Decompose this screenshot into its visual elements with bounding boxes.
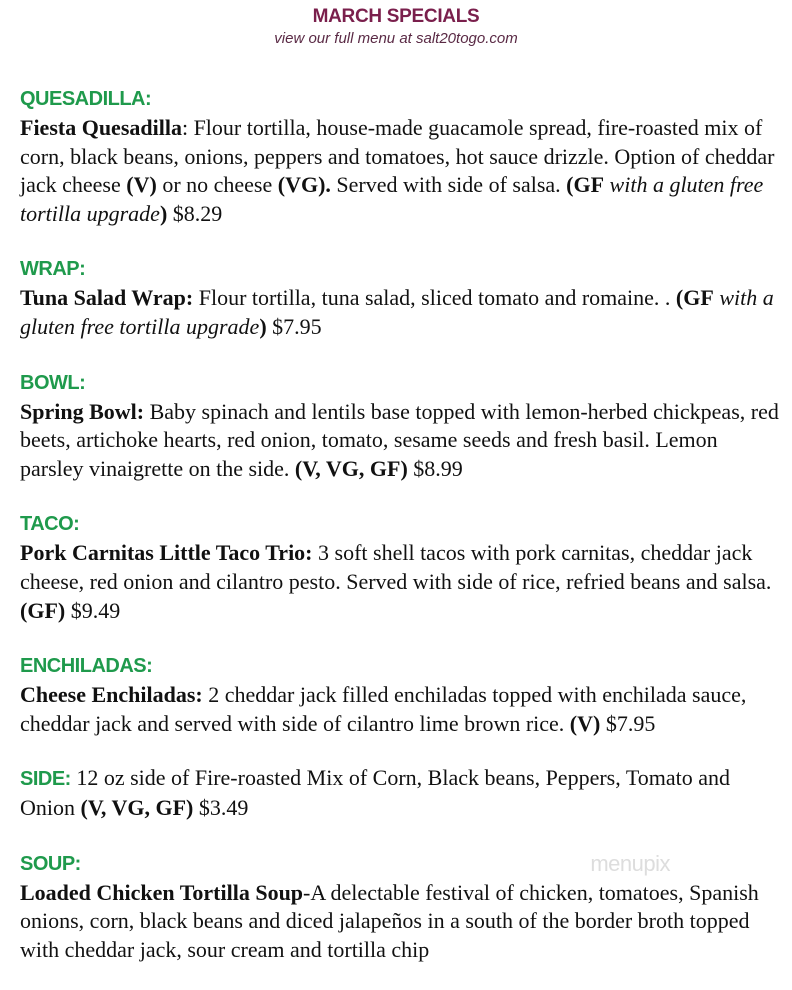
menu-item-text: 3 soft shell tacos with pork carnitas, cheddar jack cheese, red onion and cilantro pesto. Served with side of rice, refried beans and salsa. — [20, 540, 772, 594]
menu-item-text: (VG). — [277, 172, 331, 198]
menu-item-text: -A delectable festival of chicken, tomatoes, Spanish onions, corn, black beans and diced jalapeños in a south of the border broth topped with cheddar jack, sour cream and tortilla chip — [20, 879, 759, 962]
menu-item-text: : Flour tortilla, house-made guacamole spread, fire-roasted mix of corn, black beans, onions, peppers and tomatoes, hot sauce drizzle. Option of cheddar jack cheese — [20, 115, 775, 198]
menu-item-description — [20, 284, 780, 341]
watermark-logo: menupix — [590, 850, 670, 876]
menu-item-text: Flour tortilla, tuna salad, sliced tomato and romaine. . — [193, 285, 676, 311]
menu-section-quesadilla — [20, 84, 780, 228]
menu-item-text: $7.95 — [266, 313, 322, 339]
menu-item-text: Baby spinach and lentils base topped with lemon-herbed chickpeas, red beets, artichoke hearts, red onion, tomato, sesame seeds and fresh basil. Lemon parsley vinaigrette on the side. — [20, 398, 779, 481]
menu-section-side — [20, 764, 780, 822]
section-heading-row — [20, 84, 780, 114]
menu-item-description — [20, 681, 780, 738]
section-heading-row — [20, 368, 780, 398]
menu-item-name: Pork Carnitas Little Taco Trio: — [20, 540, 313, 566]
menu-item-name: Cheese Enchiladas: — [20, 682, 203, 708]
menu-item-text: $8.99 — [407, 455, 463, 481]
section-heading: WRAP: — [20, 258, 86, 281]
menu-item-text: ) — [159, 200, 168, 226]
menu-item-name: Tuna Salad Wrap: — [20, 285, 194, 311]
section-heading: SIDE: — [20, 768, 71, 791]
menu-item-text: $3.49 — [193, 794, 249, 820]
page-title: MARCH SPECIALS — [312, 6, 480, 27]
menu-item-description — [20, 764, 780, 822]
menu-section-enchiladas — [20, 651, 780, 738]
menu-section-soup — [20, 849, 780, 965]
menu-item-name: Loaded Chicken Tortilla Soup — [20, 879, 304, 905]
menu-item-text: 2 cheddar jack filled enchiladas topped with enchilada sauce, cheddar jack and served with side of cilantro lime brown rice. — [20, 682, 747, 736]
section-heading: BOWL: — [20, 371, 86, 394]
menu-item-description — [20, 539, 780, 625]
section-heading-row — [20, 254, 780, 284]
menu-item-text: or no cheese — [156, 172, 278, 198]
section-heading-row — [20, 509, 780, 539]
menu-item-text: $9.49 — [65, 597, 121, 623]
section-heading: SOUP: — [20, 852, 81, 875]
menu-item-text: with a gluten free tortilla upgrade — [20, 172, 764, 226]
menu-section-taco — [20, 509, 780, 625]
section-heading-row — [20, 651, 780, 681]
menu-item-text: Served with side of salsa. — [330, 172, 567, 198]
menu-item-name: Spring Bowl: — [20, 398, 145, 424]
menu-item-text: (GF — [675, 285, 714, 311]
menu-item-description — [20, 398, 780, 484]
menu-item-text: (GF — [566, 172, 605, 198]
section-heading: ENCHILADAS: — [20, 655, 153, 678]
menu-item-text: (V, VG, GF) — [80, 794, 194, 820]
menu-item-description — [20, 879, 780, 965]
menu-section-wrap — [20, 254, 780, 341]
menu-item-description — [20, 114, 780, 228]
menu-item-text: $8.29 — [167, 200, 223, 226]
menu-section-bowl — [20, 368, 780, 484]
section-heading-row — [20, 849, 780, 879]
menu-item-text: $7.95 — [600, 710, 656, 736]
menu-item-text: (V) — [569, 710, 601, 736]
menu-item-text: (V) — [126, 172, 157, 198]
menu-item-text: ) — [259, 313, 267, 339]
menu-website-note: view our full menu at salt20togo.com — [274, 30, 518, 47]
menu-item-text: (GF) — [20, 597, 66, 623]
menu-item-text: with a gluten free tortilla upgrade — [20, 285, 774, 339]
menu-item-text: (V, VG, GF) — [294, 455, 408, 481]
menu-item-text: 12 oz side of Fire-roasted Mix of Corn, Black beans, Peppers, Tomato and Onion — [20, 765, 730, 820]
menu-sections — [20, 84, 780, 990]
section-heading: TACO: — [20, 513, 80, 536]
section-heading: QUESADILLA: — [20, 88, 152, 110]
menu-header — [0, 0, 792, 47]
menu-item-name: Fiesta Quesadilla — [20, 115, 182, 140]
